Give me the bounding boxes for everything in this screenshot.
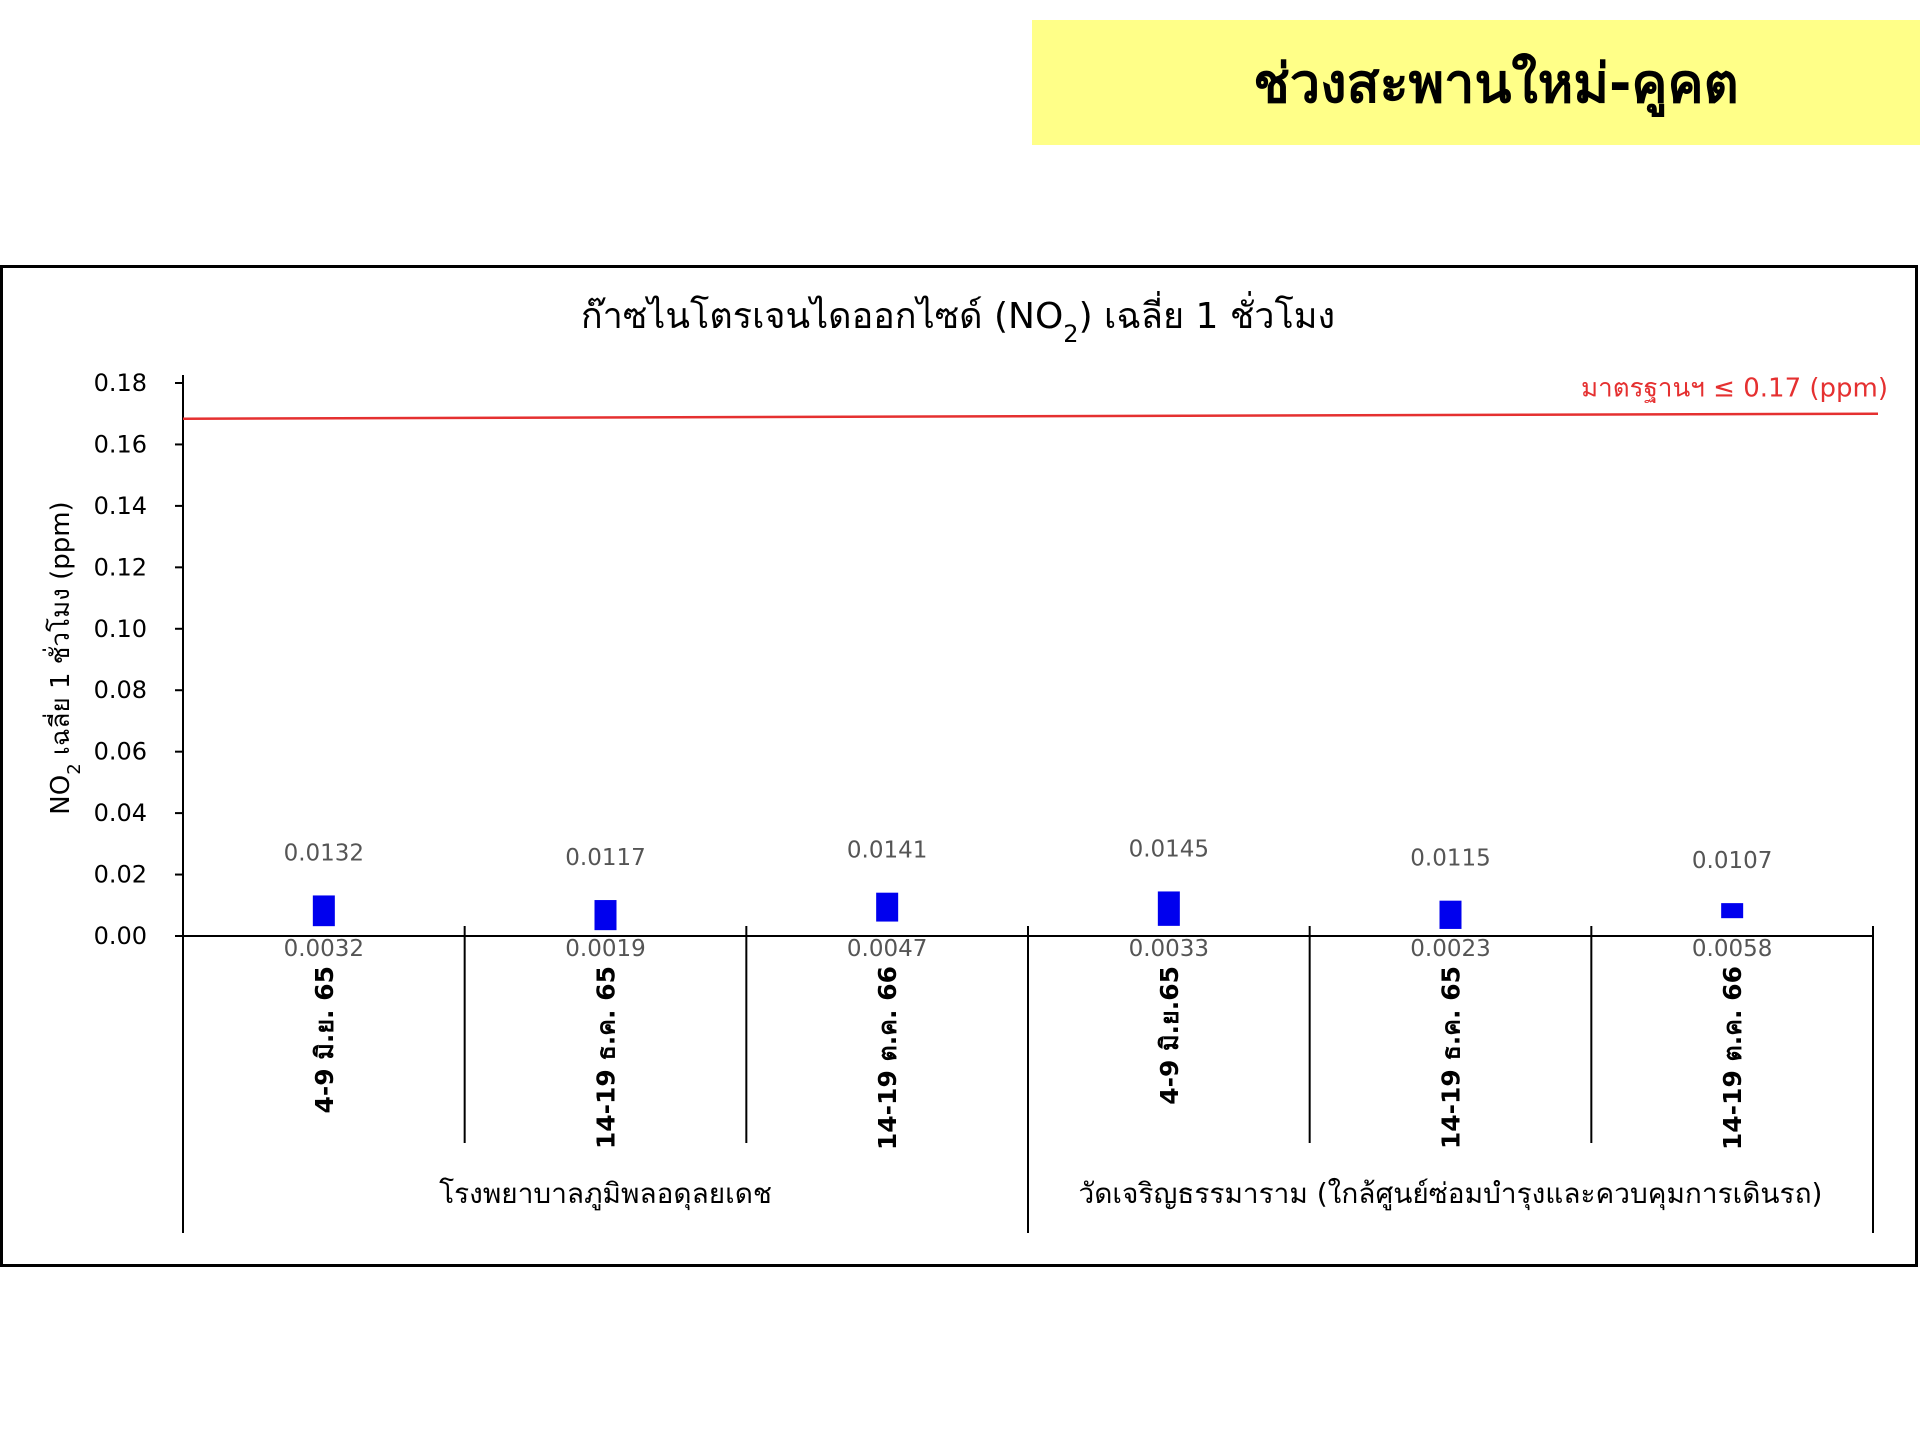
- min-value-label: 0.0032: [283, 936, 365, 962]
- range-bar: [1158, 891, 1180, 925]
- y-tick-label: 0.14: [93, 491, 147, 520]
- min-value-label: 0.0033: [1128, 936, 1210, 962]
- chart-title-sub: 2: [1063, 320, 1079, 348]
- min-value-label: 0.0047: [846, 936, 928, 962]
- chart-title-main: ก๊าซไนโตรเจนไดออกไซด์ (NO: [580, 296, 1064, 337]
- no2-chart: [3, 268, 1915, 1264]
- y-axis-label-sub: 2: [63, 763, 85, 775]
- range-bar: [1721, 903, 1743, 918]
- y-tick-label: 0.12: [93, 553, 147, 582]
- y-tick-label: 0.04: [93, 799, 147, 828]
- y-tick-label: 0.02: [93, 860, 147, 889]
- min-value-label: 0.0019: [565, 936, 646, 962]
- y-tick-label: 0.00: [93, 922, 147, 950]
- range-bar: [1440, 901, 1462, 929]
- group-label: วัดเจริญธรรมาราม (ใกล้ศูนย์ซ่อมบำรุงและควบคุมการเดินรถ): [1078, 1177, 1823, 1210]
- max-value-label: 0.0145: [1128, 836, 1210, 863]
- category-label: 14-19 ต.ค. 66: [873, 966, 903, 1151]
- max-value-label: 0.0115: [1410, 845, 1491, 872]
- max-value-label: 0.0141: [846, 837, 928, 864]
- max-value-label: 0.0117: [565, 845, 646, 872]
- standard-label: มาตรฐานฯ ≤ 0.17 (ppm): [1581, 373, 1888, 404]
- min-value-label: 0.0058: [1691, 936, 1773, 962]
- y-tick-label: 0.08: [93, 676, 147, 705]
- y-tick-label: 0.10: [93, 614, 147, 643]
- y-tick-label: 0.06: [93, 737, 147, 766]
- category-label: 14-19 ธ.ค. 65: [591, 966, 621, 1150]
- standard-line: [183, 414, 1878, 419]
- chart-title: [581, 291, 1335, 348]
- y-tick-label: 0.18: [93, 369, 147, 397]
- category-label: 4-9 มิ.ย.65: [1154, 966, 1184, 1105]
- max-value-label: 0.0107: [1691, 848, 1773, 875]
- category-label: 14-19 ธ.ค. 65: [1436, 966, 1466, 1150]
- y-axis-label-main: NO: [46, 774, 76, 815]
- min-value-label: 0.0023: [1410, 936, 1491, 962]
- max-value-label: 0.0132: [283, 840, 365, 867]
- y-axis-label: [42, 501, 85, 814]
- y-tick-label: 0.16: [93, 430, 147, 459]
- category-label: 4-9 มิ.ย. 65: [309, 966, 339, 1114]
- range-bar: [876, 893, 898, 922]
- chart-title-tail: ) เฉลี่ย 1 ชั่วโมง: [1078, 296, 1336, 337]
- group-label: โรงพยาบาลภูมิพลอดุลยเดช: [439, 1177, 772, 1210]
- range-bar: [595, 900, 617, 930]
- range-bar: [313, 895, 335, 926]
- y-axis-label-tail: เฉลี่ย 1 ชั่วโมง (ppm): [46, 501, 76, 764]
- chart-frame: [0, 265, 1918, 1267]
- banner-title: ช่วงสะพานใหม่-คูคต: [1253, 51, 1739, 115]
- banner: [1032, 20, 1920, 145]
- category-label: 14-19 ต.ค. 66: [1718, 966, 1748, 1151]
